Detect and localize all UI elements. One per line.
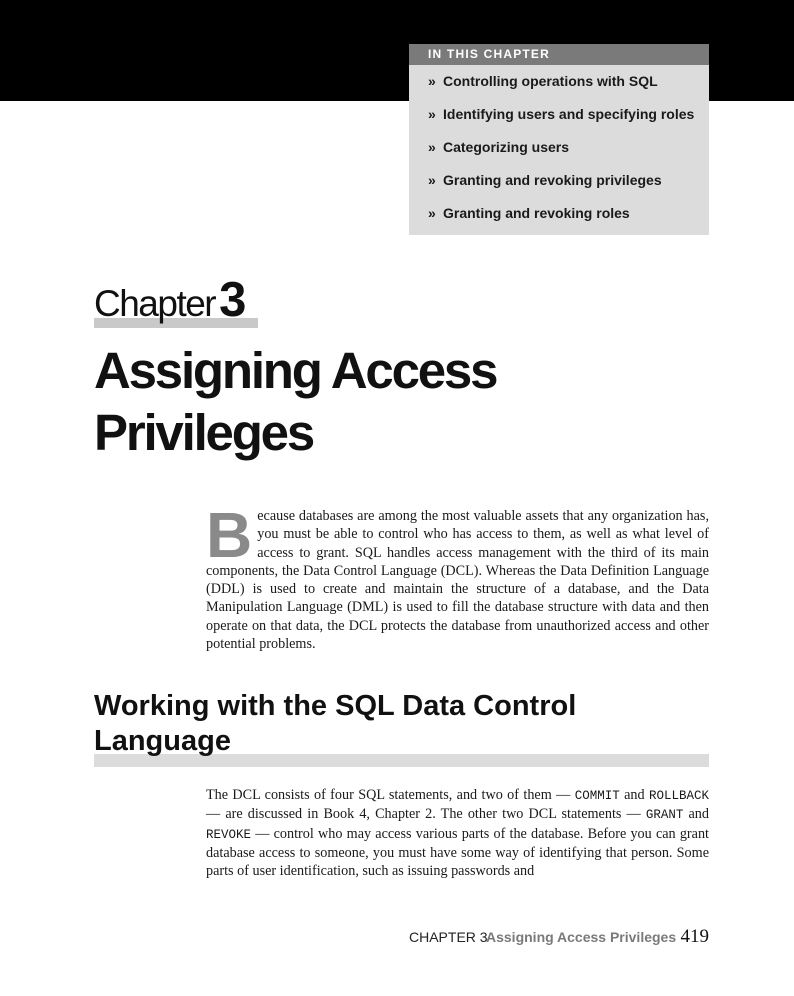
text-run: and bbox=[683, 806, 709, 823]
chapter-topic-label: Granting and revoking privileges bbox=[443, 172, 662, 188]
bullet-icon: » bbox=[428, 172, 436, 188]
drop-cap: B bbox=[206, 499, 253, 571]
chapter-number: 3 bbox=[219, 273, 247, 327]
chapter-title-line: Assigning Access bbox=[94, 342, 497, 399]
text-run: — control who may access various parts of the database. Before you can grant database access to someone, you must have some way of identifying that person. Some parts of user identification, such as issuing passwords and bbox=[206, 825, 709, 880]
chapter-topic-item bbox=[428, 136, 709, 169]
code-grant: GRANT bbox=[645, 808, 684, 823]
section-paragraph-block bbox=[206, 786, 709, 880]
chapter-label bbox=[94, 272, 246, 327]
chapter-title-line: Privileges bbox=[94, 404, 313, 461]
chapter-topic-item bbox=[428, 169, 709, 202]
chapter-word: Chapter bbox=[94, 283, 216, 324]
page-number: 419 bbox=[680, 926, 709, 947]
bullet-icon: » bbox=[428, 106, 436, 122]
code-commit: COMMIT bbox=[574, 789, 620, 803]
code-rollback: ROLLBACK bbox=[648, 789, 709, 803]
in-this-chapter-header: IN THIS CHAPTER bbox=[409, 44, 709, 65]
bullet-icon: » bbox=[428, 205, 436, 221]
bullet-icon: » bbox=[428, 139, 436, 155]
chapter-topic-item bbox=[428, 103, 709, 136]
footer-chapter-label: CHAPTER 3 bbox=[409, 929, 488, 945]
page-footer bbox=[409, 924, 709, 950]
chapter-title bbox=[94, 340, 694, 464]
text-run: and bbox=[619, 787, 649, 803]
chapter-topic-item bbox=[428, 202, 709, 235]
intro-paragraph-block bbox=[206, 499, 709, 653]
chapter-topic-item bbox=[428, 70, 709, 103]
bullet-icon: » bbox=[428, 73, 436, 89]
in-this-chapter-box bbox=[409, 44, 709, 235]
code-revoke: REVOKE bbox=[206, 827, 252, 842]
text-run: — are discussed in Book 4, Chapter 2. The other two DCL statements — bbox=[206, 806, 646, 823]
chapter-topic-label: Identifying users and specifying roles bbox=[443, 106, 695, 122]
chapter-topic-label: Controlling operations with SQL bbox=[443, 73, 658, 89]
text-run: The DCL consists of four SQL statements, and two of them — bbox=[206, 787, 575, 803]
chapter-topic-list bbox=[409, 65, 709, 235]
intro-text: ecause databases are among the most valuable assets that any organization has, you must be able to control who has access to them, as well as what level of access to grant. SQL handles access management with the third of its main components, the Data Control Language (DCL). Whereas the Data Definition Language (DDL) is used to create and maintain the structure of a database, and the Data Manipulation Language (DML) is used to fill the database structure with data and then operate on that data, the DCL protects the database from unauthorized access and other potential problems. bbox=[206, 508, 709, 653]
section-heading: Working with the SQL Data Control Language bbox=[94, 690, 577, 757]
chapter-topic-label: Granting and revoking roles bbox=[443, 205, 630, 221]
footer-chapter-title: Assigning Access Privileges bbox=[486, 929, 677, 945]
intro-paragraph bbox=[206, 499, 709, 653]
chapter-topic-label: Categorizing users bbox=[443, 139, 570, 155]
section-paragraph bbox=[206, 786, 709, 880]
